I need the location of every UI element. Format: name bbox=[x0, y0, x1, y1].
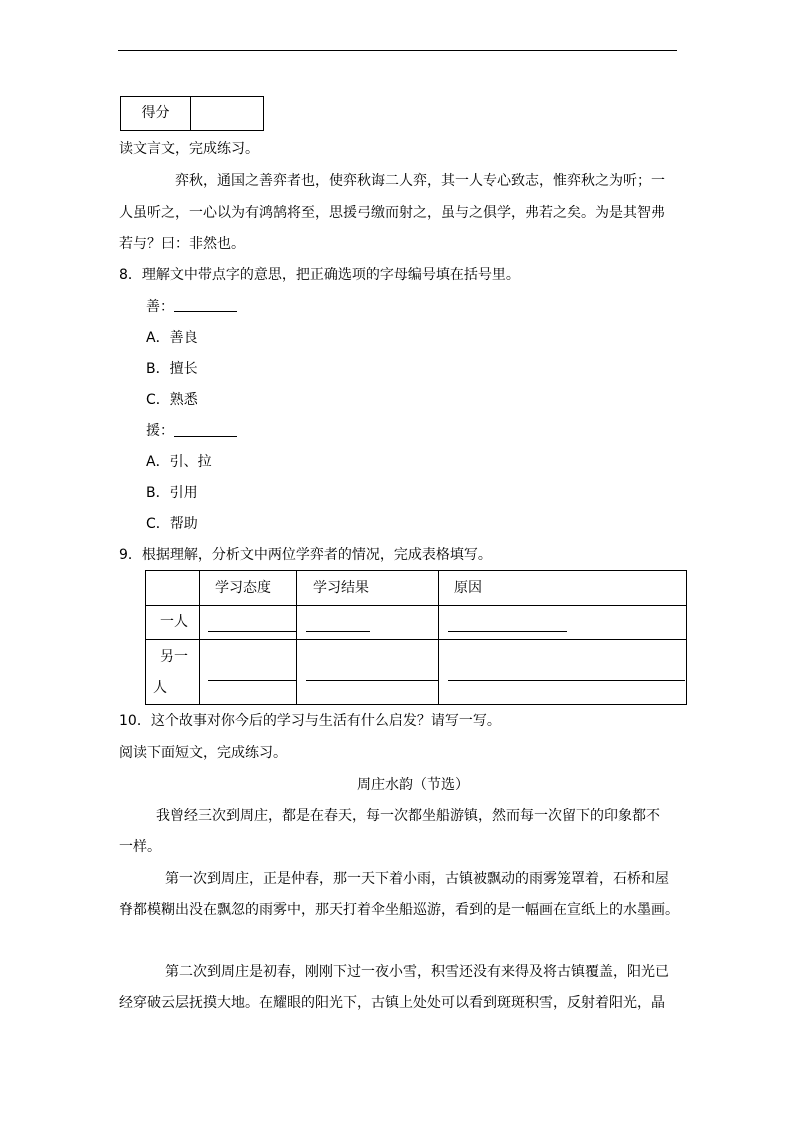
question-8-stem: 8．理解文中带点字的意思，把正确选项的字母编号填在括号里。 bbox=[119, 267, 520, 283]
q8-word-1: 善： bbox=[146, 299, 174, 315]
table-answer-blank[interactable] bbox=[208, 631, 296, 632]
q8-word-2: 援： bbox=[146, 423, 174, 439]
passage-line: 弈秋，通国之善弈者也，使弈秋诲二人弈，其一人专心致志，惟弈秋之为听；一 bbox=[175, 173, 665, 189]
score-label: 得分 bbox=[141, 105, 170, 121]
q8-option: A．善良 bbox=[146, 330, 198, 346]
q8-option: B．引用 bbox=[146, 485, 198, 501]
table-header-attitude: 学习态度 bbox=[215, 580, 271, 596]
table-border bbox=[145, 605, 687, 606]
table-answer-blank[interactable] bbox=[306, 631, 370, 632]
table-border bbox=[199, 570, 200, 705]
table-border bbox=[686, 570, 687, 705]
table-row-label: 人 bbox=[153, 680, 167, 696]
q8-option: B．擅长 bbox=[146, 361, 198, 377]
paragraph-line: 脊都模糊出没在飘忽的雨雾中，那天打着伞坐船巡游，看到的是一幅画在宣纸上的水墨画。 bbox=[119, 902, 679, 918]
section1-instruction: 读文言文，完成练习。 bbox=[119, 141, 259, 157]
q8-option: C．熟悉 bbox=[146, 392, 198, 408]
header-rule bbox=[118, 50, 677, 51]
paragraph-line: 一样。 bbox=[119, 839, 161, 855]
paragraph-line: 经穿破云层抚摸大地。在耀眼的阳光下，古镇上处处可以看到斑斑积雪，反射着阳光，晶 bbox=[119, 995, 665, 1011]
table-border bbox=[145, 704, 687, 705]
section2-instruction: 阅读下面短文，完成练习。 bbox=[119, 745, 287, 761]
q8-option: A．引、拉 bbox=[146, 454, 212, 470]
table-border bbox=[296, 570, 297, 705]
question-10-stem: 10．这个故事对你今后的学习与生活有什么启发？请写一写。 bbox=[119, 713, 501, 729]
q9-table bbox=[145, 570, 687, 705]
paragraph-line: 第二次到周庄是初春，刚刚下过一夜小雪，积雪还没有来得及将古镇覆盖，阳光已 bbox=[165, 964, 669, 980]
table-row-label: 另一 bbox=[160, 649, 188, 665]
table-header-result: 学习结果 bbox=[313, 580, 369, 596]
passage-line: 若与？曰：非然也。 bbox=[119, 236, 245, 252]
score-value bbox=[191, 97, 263, 130]
score-box bbox=[120, 96, 264, 131]
table-border bbox=[145, 639, 687, 640]
table-border bbox=[145, 570, 146, 705]
article-title: 周庄水韵（节选） bbox=[357, 777, 469, 793]
table-border bbox=[438, 570, 439, 705]
table-row-label: 一人 bbox=[160, 614, 188, 630]
q8-option: C．帮助 bbox=[146, 516, 198, 532]
table-answer-blank[interactable] bbox=[448, 680, 685, 681]
table-answer-blank[interactable] bbox=[448, 631, 567, 632]
table-answer-blank[interactable] bbox=[306, 680, 438, 681]
paragraph-line: 我曾经三次到周庄，都是在春天，每一次都坐船游镇，然而每一次留下的印象都不 bbox=[156, 808, 660, 824]
table-answer-blank[interactable] bbox=[208, 680, 296, 681]
table-header-reason: 原因 bbox=[454, 580, 482, 596]
paragraph-line: 第一次到周庄，正是仲春，那一天下着小雨，古镇被飘动的雨雾笼罩着，石桥和屋 bbox=[165, 871, 669, 887]
q8-answer-blank-1[interactable] bbox=[174, 311, 237, 312]
q8-answer-blank-2[interactable] bbox=[174, 436, 237, 437]
table-border bbox=[145, 570, 687, 571]
question-9-stem: 9．根据理解，分析文中两位学弈者的情况，完成表格填写。 bbox=[119, 547, 492, 563]
passage-line: 人虽听之，一心以为有鸿鹄将至，思援弓缴而射之，虽与之俱学，弗若之矣。为是其智弗 bbox=[119, 205, 665, 221]
